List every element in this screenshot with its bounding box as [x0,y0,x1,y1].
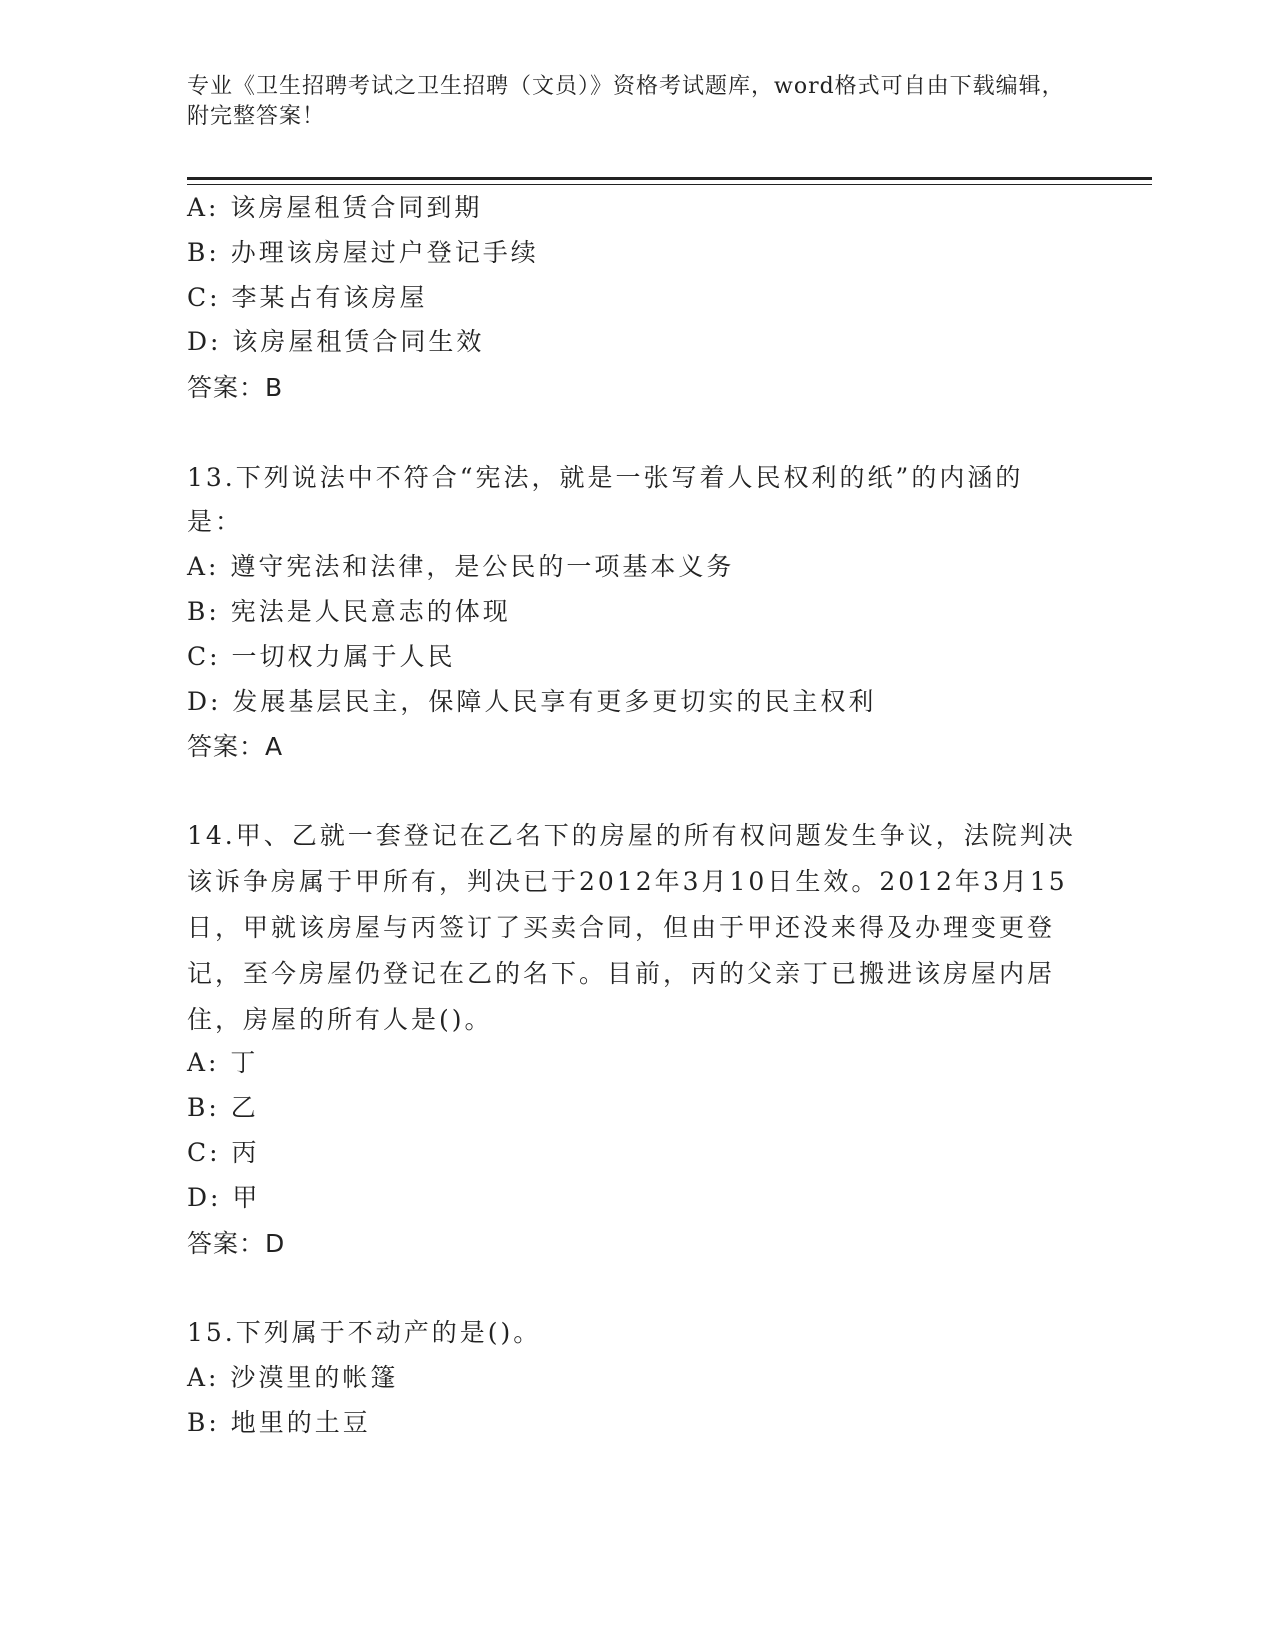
q12-answer: 答案：B [187,373,284,402]
header-rule-thick [187,177,1152,180]
q14-option-b: B: 乙 [187,1093,259,1122]
q13-option-b: B: 宪法是人民意志的体现 [187,597,511,626]
q14-option-c: C: 丙 [187,1138,260,1167]
q13-stem-line1: 13.下列说法中不符合“宪法，就是一张写着人民权利的纸”的内涵的 [187,463,1024,492]
q13-option-d: D: 发展基层民主，保障人民享有更多更切实的民主权利 [187,687,877,716]
q14-option-a: A: 丁 [187,1048,259,1077]
q13-answer: 答案：A [187,732,284,761]
header-rule-thin [187,184,1152,185]
q15-option-b: B: 地里的土豆 [187,1408,371,1437]
q13-stem-line2: 是： [187,507,244,536]
q12-option-b: B: 办理该房屋过户登记手续 [187,238,539,267]
q14-stem: 14.甲、乙就一套登记在乙名下的房屋的所有权问题发生争议，法院判决该诉争房属于甲所有，判决已于2012年3月10日生效。2012年3月15日，甲就该房屋与丙签订了买卖合同，但由于甲还没来得及办理变更登记，至今房屋仍登记在乙的名下。目前，丙的父亲丁已搬进该房屋内居住，房屋的所有人是()。 [187,821,1076,1034]
q14-answer: 答案：D [187,1229,286,1258]
q12-option-d: D: 该房屋租赁合同生效 [187,327,485,356]
q12-option-a: A: 该房屋租赁合同到期 [187,193,483,222]
q12-option-c: C: 李某占有该房屋 [187,283,428,312]
q13-option-c: C: 一切权力属于人民 [187,642,456,671]
q13-option-a: A: 遵守宪法和法律，是公民的一项基本义务 [187,552,735,581]
q14-option-d: D: 甲 [187,1183,261,1212]
q15-stem: 15.下列属于不动产的是()。 [187,1318,542,1347]
q15-option-a: A: 沙漠里的帐篷 [187,1363,399,1392]
document-header: 专业《卫生招聘考试之卫生招聘（文员）》资格考试题库，word格式可自由下载编辑，附完整答案！ [187,74,1065,129]
